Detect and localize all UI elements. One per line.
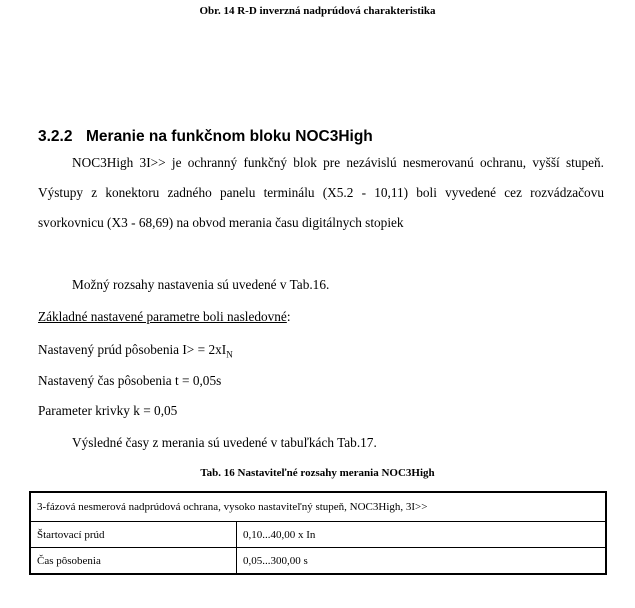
figure-caption: Obr. 14 R-D inverzná nadprúdová charakteristika [199, 5, 436, 17]
param-time: Nastavený čas pôsobenia t = 0,05s [38, 373, 222, 388]
table-row [30, 522, 606, 548]
table-cell-value: 0,05...300,00 s [237, 548, 607, 575]
paragraph-range-reference: Možný rozsahy nastavenia sú uvedené v Tab.16. [72, 277, 330, 292]
section-heading [38, 128, 373, 146]
param-current-text: Nastavený prúd pôsobenia I> = 2xI [38, 342, 227, 357]
param-curve: Parameter krivky k = 0,05 [38, 403, 178, 418]
table-caption: Tab. 16 Nastaviteľné rozsahy merania NOC3High [200, 467, 435, 479]
table-cell-label: Čas pôsobenia [30, 548, 237, 575]
parameters-subheading [38, 309, 291, 325]
parameters-subheading-text: Základné nastavené parametre boli nasledovné [38, 309, 287, 324]
param-current-subscript: N [226, 349, 233, 360]
param-current [38, 342, 233, 360]
table-row [30, 548, 606, 575]
table-cell-label: Štartovací prúd [30, 522, 237, 548]
table-header-row [30, 492, 606, 522]
settings-table [29, 491, 607, 575]
table-header-cell: 3-fázová nesmerová nadprúdová ochrana, vysoko nastaviteľný stupeň, NOC3High, 3I>> [30, 492, 606, 522]
table-cell-value: 0,10...40,00 x In [237, 522, 607, 548]
section-title: Meranie na funkčnom bloku NOC3High [86, 128, 373, 145]
paragraph-description: NOC3High 3I>> je ochranný funkčný blok pre nezávislú nesmerovanú ochranu, vyšší stupeň. Výstupy z konektoru zadného panelu terminálu (X5.2 - 10,11) boli vyvedené cez rozvádzačovu svorkovnicu (X3 - 68,69) na obvod merania času digitálnych stopiek [38, 155, 604, 230]
paragraph-results-reference: Výsledné časy z merania sú uvedené v tabuľkách Tab.17. [72, 435, 377, 450]
parameters-subheading-colon: : [286, 309, 291, 324]
section-number: 3.2.2 [38, 128, 73, 145]
